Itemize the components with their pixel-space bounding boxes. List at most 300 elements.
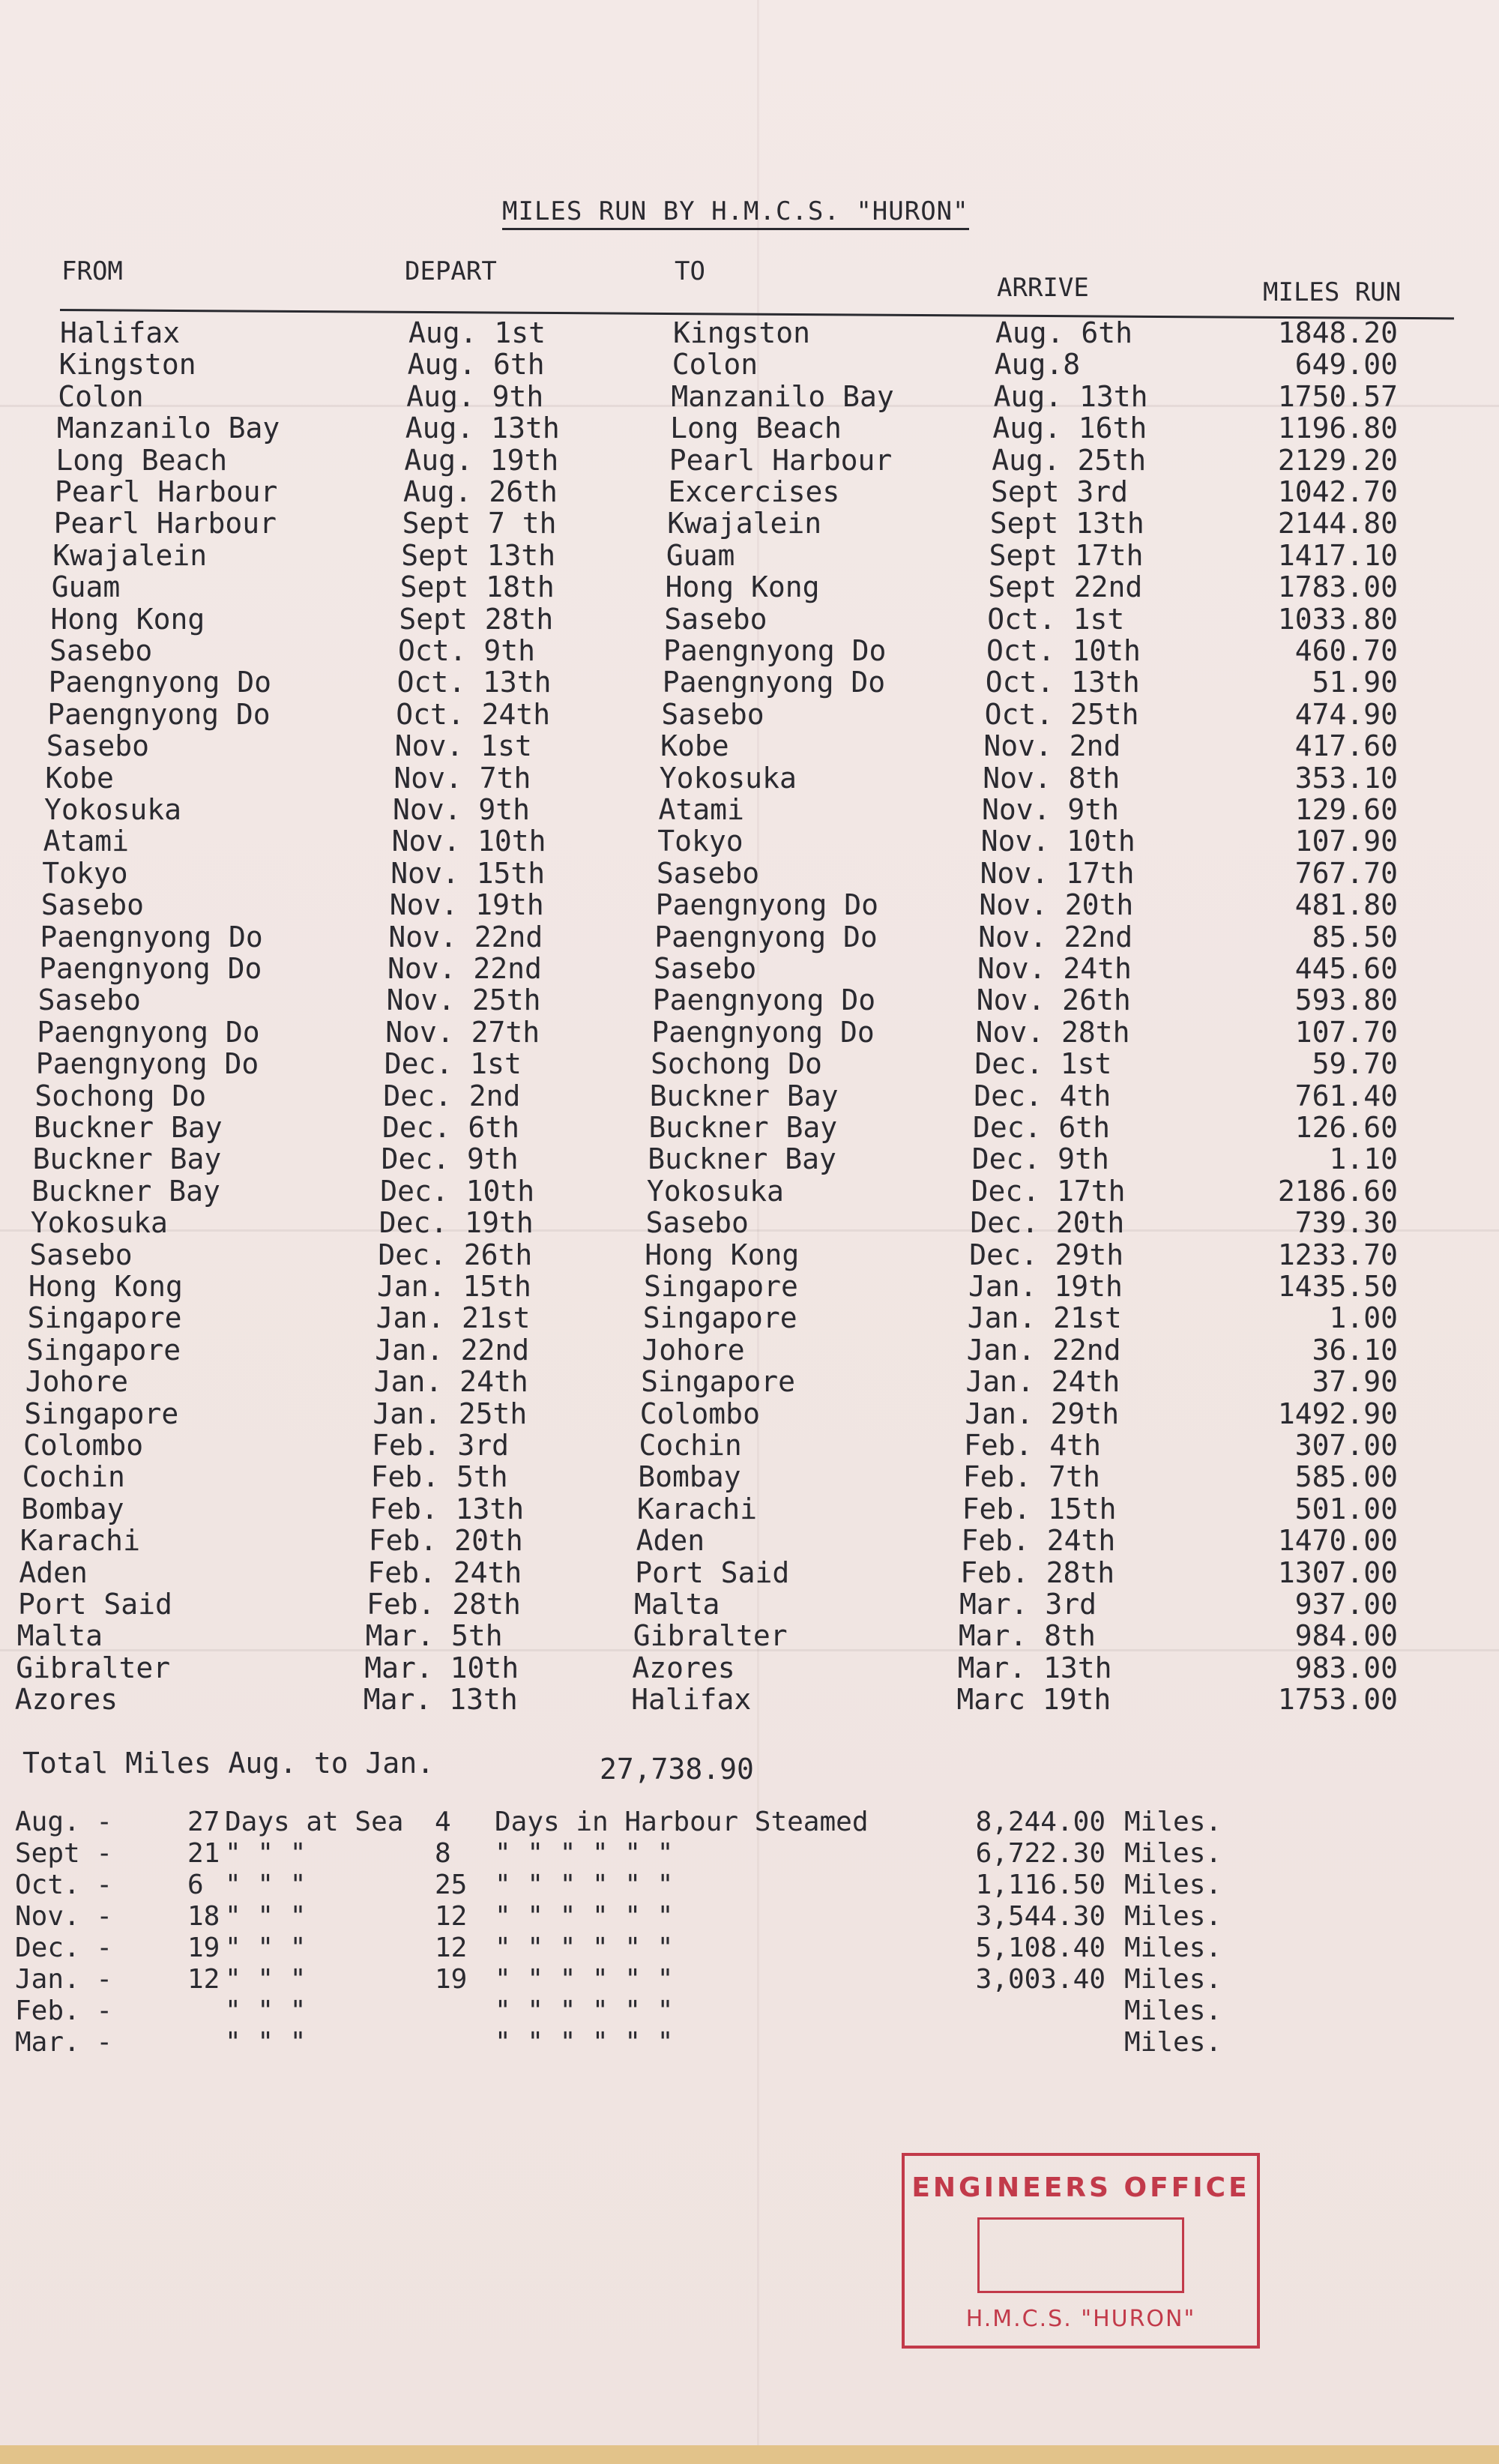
cell-miles: 37.90	[1312, 1365, 1398, 1399]
summary-harbour: 8	[435, 1838, 451, 1869]
cell-depart: Feb. 24th	[367, 1555, 522, 1589]
summary-sea: 18	[187, 1901, 220, 1932]
cell-miles: 649.00	[1294, 348, 1398, 382]
summary-month: Mar. -	[15, 2027, 113, 2058]
cell-to: Azores	[632, 1651, 735, 1684]
cell-miles: 307.00	[1294, 1429, 1398, 1462]
cell-to: Guam	[666, 538, 735, 572]
cell-arrive: Nov. 22nd	[978, 920, 1133, 954]
cell-from: Paengnyong Do	[39, 952, 262, 985]
cell-to: Hong Kong	[665, 570, 820, 604]
cell-depart: Jan. 15th	[377, 1270, 531, 1303]
cell-miles: 761.40	[1294, 1079, 1398, 1112]
col-header-depart: DEPART	[405, 256, 497, 286]
cell-arrive: Aug. 6th	[995, 316, 1133, 349]
table-row	[0, 1524, 1499, 1558]
cell-arrive: Dec. 9th	[971, 1142, 1109, 1176]
cell-depart: Dec. 2nd	[383, 1079, 521, 1112]
summary-row	[15, 1964, 1289, 1995]
table-row	[0, 1206, 1499, 1238]
cell-depart: Mar. 13th	[363, 1683, 518, 1717]
cell-from: Paengnyong Do	[47, 697, 271, 731]
summary-text: " " "	[225, 1995, 307, 2026]
cell-depart: Dec. 6th	[382, 1111, 520, 1144]
cell-from: Sasebo	[46, 729, 150, 763]
cell-from: Yokosuka	[44, 793, 182, 826]
cell-from: Long Beach	[55, 443, 228, 477]
cell-depart: Dec. 9th	[381, 1142, 519, 1176]
cell-arrive: Feb. 15th	[962, 1492, 1117, 1525]
cell-from: Hong Kong	[50, 602, 205, 636]
cell-to: Paengnyong Do	[662, 666, 886, 699]
cell-from: Buckner Bay	[31, 1174, 220, 1208]
cell-from: Gibralter	[16, 1651, 171, 1684]
table-row	[0, 857, 1499, 888]
cell-miles: 1848.20	[1277, 316, 1398, 349]
cell-to: Kingston	[673, 316, 811, 349]
table-row	[0, 1460, 1499, 1492]
cell-miles: 585.00	[1294, 1460, 1398, 1494]
cell-miles: 1750.57	[1277, 379, 1398, 413]
summary-text2: " " " " " "	[495, 1870, 674, 1900]
cell-depart: Sept 18th	[399, 570, 555, 604]
cell-depart: Nov. 1st	[394, 729, 532, 763]
cell-from: Tokyo	[42, 856, 128, 890]
summary-miles: 8,244.00	[975, 1807, 1106, 1837]
cell-to: Port Said	[635, 1555, 790, 1589]
cell-miles: 1.00	[1329, 1301, 1398, 1335]
cell-arrive: Aug. 25th	[992, 443, 1147, 477]
cell-to: Long Beach	[670, 412, 842, 445]
table-row	[0, 952, 1499, 984]
cell-from: Paengnyong Do	[35, 1047, 259, 1081]
cell-depart: Dec. 19th	[378, 1206, 534, 1240]
cell-arrive: Nov. 28th	[975, 1015, 1130, 1049]
cell-depart: Dec. 1st	[384, 1047, 522, 1081]
table-row	[0, 793, 1499, 825]
summary-row	[15, 1995, 1289, 2027]
summary-unit: Miles.	[1124, 2027, 1222, 2058]
cell-to: Sasebo	[656, 856, 760, 890]
cell-to: Atami	[658, 793, 744, 826]
table-row	[0, 921, 1499, 952]
table-row	[0, 1334, 1499, 1365]
cell-miles: 460.70	[1294, 634, 1398, 667]
table-row	[0, 1142, 1499, 1174]
cell-depart: Oct. 13th	[396, 666, 552, 699]
cell-from: Bombay	[21, 1492, 124, 1525]
table-row	[0, 1651, 1499, 1683]
cell-from: Aden	[19, 1555, 88, 1589]
cell-miles: 1470.00	[1277, 1524, 1398, 1558]
summary-text2: " " " " " "	[495, 1964, 674, 1995]
table-row	[0, 1047, 1499, 1079]
cell-miles: 126.60	[1294, 1111, 1398, 1144]
cell-arrive: Dec. 20th	[970, 1206, 1125, 1240]
summary-unit: Miles.	[1124, 1901, 1222, 1932]
cell-depart: Nov. 27th	[385, 1015, 540, 1049]
stamp-box	[977, 2217, 1184, 2293]
cell-miles: 937.00	[1294, 1588, 1398, 1621]
cell-arrive: Jan. 21st	[967, 1301, 1122, 1335]
summary-sea: 12	[187, 1964, 220, 1995]
summary-text: " " "	[225, 1870, 307, 1900]
cell-miles: 51.90	[1312, 666, 1398, 699]
cell-from: Malta	[16, 1619, 103, 1653]
cell-miles: 353.10	[1294, 761, 1398, 795]
table-row	[0, 666, 1499, 697]
table-row	[0, 1556, 1499, 1588]
summary-unit: Miles.	[1124, 1933, 1222, 1963]
cell-depart: Oct. 9th	[398, 634, 536, 667]
table-row	[0, 634, 1499, 666]
cell-arrive: Feb. 4th	[964, 1429, 1102, 1462]
cell-from: Buckner Bay	[32, 1142, 222, 1176]
cell-arrive: Oct. 13th	[985, 666, 1140, 699]
table-row	[0, 1683, 1499, 1717]
cell-to: Singapore	[644, 1270, 798, 1303]
summary-miles: 3,003.40	[975, 1964, 1106, 1995]
table-row	[0, 984, 1499, 1015]
cell-to: Kwajalein	[667, 507, 822, 540]
cell-to: Colon	[672, 348, 758, 382]
cell-to: Johore	[642, 1333, 745, 1367]
summary-sea: 6	[187, 1870, 204, 1900]
cell-depart: Sept 7 th	[402, 507, 557, 540]
cell-miles: 59.70	[1312, 1047, 1398, 1081]
cell-miles: 417.60	[1294, 729, 1398, 763]
cell-to: Singapore	[641, 1365, 795, 1399]
cell-arrive: Oct. 25th	[984, 697, 1139, 731]
summary-text2: Days in Harbour Steamed	[495, 1807, 869, 1837]
cell-arrive: Marc 19th	[956, 1683, 1112, 1717]
table-row	[0, 1079, 1499, 1111]
cell-miles: 1307.00	[1277, 1555, 1398, 1589]
summary-month: Aug. -	[15, 1807, 113, 1837]
table-row	[0, 475, 1499, 507]
cell-to: Colombo	[639, 1397, 760, 1430]
cell-miles: 1042.70	[1277, 475, 1398, 508]
cell-to: Buckner Bay	[648, 1142, 836, 1176]
page-title: MILES RUN BY H.M.C.S. "HURON"	[502, 196, 969, 230]
cell-miles: 107.70	[1294, 1015, 1398, 1049]
table-row	[0, 888, 1499, 920]
cell-from: Azores	[14, 1683, 118, 1717]
cell-miles: 1233.70	[1277, 1238, 1398, 1271]
cell-to: Cochin	[639, 1429, 742, 1462]
cell-arrive: Aug.8	[994, 348, 1081, 382]
cell-miles: 85.50	[1312, 920, 1398, 954]
table-row	[0, 539, 1499, 570]
cell-from: Sasebo	[37, 984, 141, 1017]
col-header-to: TO	[675, 256, 705, 286]
summary-text2: " " " " " "	[495, 1901, 674, 1932]
table-row	[0, 1301, 1499, 1333]
cell-miles: 1033.80	[1277, 602, 1398, 636]
cell-to: Excercises	[668, 475, 840, 508]
cell-from: Atami	[43, 825, 129, 858]
table-row	[0, 507, 1499, 538]
cell-arrive: Nov. 9th	[982, 793, 1120, 826]
summary-text: " " "	[225, 1933, 307, 1963]
summary-month: Jan. -	[15, 1964, 113, 1995]
cell-miles: 1753.00	[1277, 1683, 1398, 1717]
summary-text2: " " " " " "	[495, 2027, 674, 2058]
table-row	[0, 570, 1499, 602]
cell-from: Buckner Bay	[34, 1111, 223, 1144]
cell-miles: 1492.90	[1277, 1397, 1398, 1430]
cell-from: Kobe	[45, 761, 114, 795]
col-header-from: FROM	[61, 256, 123, 286]
cell-depart: Aug. 13th	[405, 412, 560, 445]
cell-to: Sasebo	[645, 1206, 749, 1240]
cell-miles: 983.00	[1294, 1651, 1398, 1684]
table-row	[0, 1588, 1499, 1619]
cell-miles: 1783.00	[1277, 570, 1398, 604]
cell-depart: Feb. 20th	[368, 1524, 523, 1558]
total-value: 27,738.90	[600, 1753, 754, 1786]
summary-row	[15, 1838, 1289, 1870]
cell-from: Pearl Harbour	[53, 507, 277, 540]
table-row	[0, 1270, 1499, 1301]
table-row	[0, 348, 1499, 382]
paper-edge	[0, 2445, 1499, 2464]
table-row	[0, 412, 1499, 443]
summary-sea: 19	[187, 1933, 220, 1963]
cell-arrive: Feb. 7th	[962, 1460, 1100, 1494]
cell-arrive: Sept 17th	[989, 538, 1144, 572]
col-header-miles: MILES RUN	[1263, 277, 1402, 307]
cell-miles: 2186.60	[1277, 1174, 1398, 1208]
summary-miles: 3,544.30	[975, 1901, 1106, 1932]
cell-depart: Jan. 24th	[373, 1365, 528, 1399]
cell-depart: Sept 13th	[401, 538, 556, 572]
table-row	[0, 1016, 1499, 1047]
summary-miles: 6,722.30	[975, 1838, 1106, 1869]
cell-to: Gibralter	[633, 1619, 788, 1653]
cell-from: Sasebo	[40, 888, 145, 922]
cell-depart: Jan. 21st	[375, 1301, 531, 1335]
cell-to: Halifax	[631, 1683, 752, 1717]
cell-arrive: Oct. 1st	[987, 602, 1125, 636]
cell-miles: 129.60	[1294, 793, 1398, 826]
table-row	[0, 1397, 1499, 1429]
cell-from: Sasebo	[29, 1238, 133, 1271]
cell-arrive: Nov. 20th	[979, 888, 1134, 922]
cell-arrive: Dec. 4th	[974, 1079, 1112, 1112]
cell-arrive: Sept 22nd	[988, 570, 1143, 604]
cell-to: Tokyo	[657, 825, 744, 858]
cell-arrive: Mar. 3rd	[959, 1588, 1097, 1621]
cell-from: Paengnyong Do	[40, 920, 263, 954]
cell-from: Karachi	[19, 1524, 140, 1558]
cell-depart: Aug. 6th	[407, 348, 545, 382]
cell-to: Aden	[636, 1524, 705, 1558]
cell-depart: Feb. 3rd	[372, 1429, 510, 1462]
cell-from: Sochong Do	[34, 1079, 207, 1112]
cell-to: Paengnyong Do	[663, 634, 887, 667]
summary-month: Dec. -	[15, 1933, 113, 1963]
summary-unit: Miles.	[1124, 1995, 1222, 2026]
summary-row	[15, 1807, 1289, 1838]
cell-arrive: Jan. 19th	[968, 1270, 1123, 1303]
cell-from: Paengnyong Do	[48, 666, 272, 699]
cell-depart: Oct. 24th	[396, 697, 551, 731]
stamp-title: ENGINEERS OFFICE	[911, 2172, 1250, 2203]
summary-text2: " " " " " "	[495, 1838, 674, 1869]
table-row	[0, 316, 1499, 348]
cell-depart: Jan. 22nd	[375, 1333, 530, 1367]
cell-to: Manzanilo Bay	[671, 379, 894, 413]
cell-arrive: Oct. 10th	[986, 634, 1141, 667]
cell-depart: Nov. 22nd	[388, 920, 543, 954]
cell-from: Halifax	[60, 316, 181, 349]
cell-depart: Feb. 13th	[370, 1492, 525, 1525]
cell-miles: 481.80	[1294, 888, 1398, 922]
cell-depart: Mar. 5th	[365, 1619, 503, 1653]
cell-miles: 2144.80	[1277, 507, 1398, 540]
cell-arrive: Nov. 2nd	[983, 729, 1121, 763]
table-row	[0, 1238, 1499, 1270]
cell-to: Buckner Bay	[649, 1079, 839, 1112]
cell-from: Cochin	[22, 1460, 125, 1494]
table-row	[0, 762, 1499, 793]
cell-to: Sasebo	[664, 602, 767, 636]
summary-row	[15, 1933, 1289, 1964]
summary-harbour: 4	[435, 1807, 451, 1837]
cell-depart: Feb. 5th	[370, 1460, 508, 1494]
summary-harbour: 12	[435, 1901, 468, 1932]
cell-arrive: Mar. 13th	[957, 1651, 1112, 1684]
cell-arrive: Nov. 8th	[983, 761, 1121, 795]
summary-text2: " " " " " "	[495, 1933, 674, 1963]
cell-from: Colombo	[23, 1429, 144, 1462]
cell-depart: Nov. 22nd	[387, 952, 542, 985]
col-header-arrive: ARRIVE	[997, 273, 1089, 303]
summary-unit: Miles.	[1124, 1964, 1222, 1995]
cell-depart: Aug. 19th	[404, 443, 559, 477]
cell-miles: 107.90	[1294, 825, 1398, 858]
cell-depart: Jan. 25th	[373, 1397, 528, 1430]
summary-row	[15, 2027, 1289, 2058]
cell-arrive: Feb. 28th	[960, 1555, 1115, 1589]
cell-from: Port Said	[18, 1588, 172, 1621]
cell-to: Karachi	[636, 1492, 758, 1525]
cell-to: Yokosuka	[659, 761, 797, 795]
cell-depart: Aug. 26th	[403, 475, 558, 508]
cell-from: Sasebo	[49, 634, 153, 667]
cell-miles: 2129.20	[1277, 443, 1398, 477]
cell-depart: Nov. 7th	[393, 761, 531, 795]
cell-from: Johore	[25, 1365, 129, 1399]
cell-depart: Nov. 25th	[386, 984, 541, 1017]
cell-to: Malta	[634, 1588, 720, 1621]
summary-text: " " "	[225, 2027, 307, 2058]
cell-miles: 1417.10	[1277, 538, 1398, 572]
cell-to: Bombay	[638, 1460, 741, 1494]
cell-arrive: Sept 3rd	[991, 475, 1129, 508]
cell-from: Singapore	[24, 1397, 179, 1430]
cell-miles: 1.10	[1329, 1142, 1398, 1176]
table-row	[0, 1365, 1499, 1397]
cell-to: Hong Kong	[645, 1238, 800, 1271]
cell-miles: 767.70	[1294, 856, 1398, 890]
summary-sea: 21	[187, 1838, 220, 1869]
table-row	[0, 1492, 1499, 1524]
table-row	[0, 825, 1499, 856]
cell-arrive: Dec. 6th	[973, 1111, 1111, 1144]
cell-arrive: Aug. 16th	[992, 412, 1147, 445]
cell-to: Paengnyong Do	[654, 920, 878, 954]
cell-arrive: Nov. 26th	[976, 984, 1131, 1017]
cell-from: Yokosuka	[30, 1206, 168, 1240]
cell-from: Singapore	[27, 1301, 182, 1335]
table-row	[0, 380, 1499, 412]
table-row	[0, 1175, 1499, 1206]
cell-to: Paengnyong Do	[651, 1015, 875, 1049]
cell-depart: Aug. 1st	[408, 316, 546, 349]
cell-from: Manzanilo Bay	[56, 412, 280, 445]
cell-arrive: Nov. 10th	[980, 825, 1135, 858]
summary-unit: Miles.	[1124, 1838, 1222, 1869]
cell-from: Pearl Harbour	[55, 475, 278, 508]
table-row	[0, 1619, 1499, 1651]
cell-depart: Nov. 19th	[389, 888, 544, 922]
cell-miles: 445.60	[1294, 952, 1398, 985]
cell-arrive: Nov. 24th	[977, 952, 1132, 985]
summary-text2: " " " " " "	[495, 1995, 674, 2026]
cell-depart: Mar. 10th	[364, 1651, 519, 1684]
cell-depart: Dec. 26th	[378, 1238, 533, 1271]
cell-to: Pearl Harbour	[669, 443, 893, 477]
summary-unit: Miles.	[1124, 1807, 1222, 1837]
cell-arrive: Dec. 29th	[969, 1238, 1124, 1271]
summary-text: " " "	[225, 1901, 307, 1932]
total-label: Total Miles Aug. to Jan.	[22, 1747, 435, 1780]
table-row	[0, 444, 1499, 475]
cell-arrive: Sept 13th	[989, 507, 1144, 540]
cell-arrive: Mar. 8th	[958, 1619, 1096, 1653]
cell-from: Paengnyong Do	[37, 1015, 260, 1049]
cell-miles: 739.30	[1294, 1206, 1398, 1240]
summary-text: " " "	[225, 1838, 307, 1869]
cell-from: Singapore	[26, 1333, 181, 1367]
cell-from: Colon	[58, 379, 144, 413]
cell-from: Kingston	[58, 348, 196, 382]
cell-arrive: Feb. 24th	[961, 1524, 1116, 1558]
summary-miles: 1,116.50	[975, 1870, 1106, 1900]
cell-to: Paengnyong Do	[655, 888, 879, 922]
summary-month: Feb. -	[15, 1995, 113, 2026]
summary-harbour: 12	[435, 1933, 468, 1963]
summary-month: Sept -	[15, 1838, 113, 1869]
summary-sea: 27	[187, 1807, 220, 1837]
summary-row	[15, 1870, 1289, 1901]
cell-to: Paengnyong Do	[652, 984, 876, 1017]
table-row	[0, 729, 1499, 761]
cell-miles: 474.90	[1294, 697, 1398, 731]
summary-row	[15, 1901, 1289, 1933]
cell-miles: 36.10	[1312, 1333, 1398, 1367]
cell-to: Sochong Do	[651, 1047, 822, 1081]
cell-miles: 501.00	[1294, 1492, 1398, 1525]
cell-arrive: Nov. 17th	[980, 856, 1135, 890]
engineers-office-stamp	[902, 2153, 1260, 2349]
cell-depart: Nov. 15th	[390, 856, 546, 890]
summary-miles: 5,108.40	[975, 1933, 1106, 1963]
cell-arrive: Jan. 29th	[965, 1397, 1120, 1430]
cell-arrive: Dec. 17th	[971, 1174, 1126, 1208]
